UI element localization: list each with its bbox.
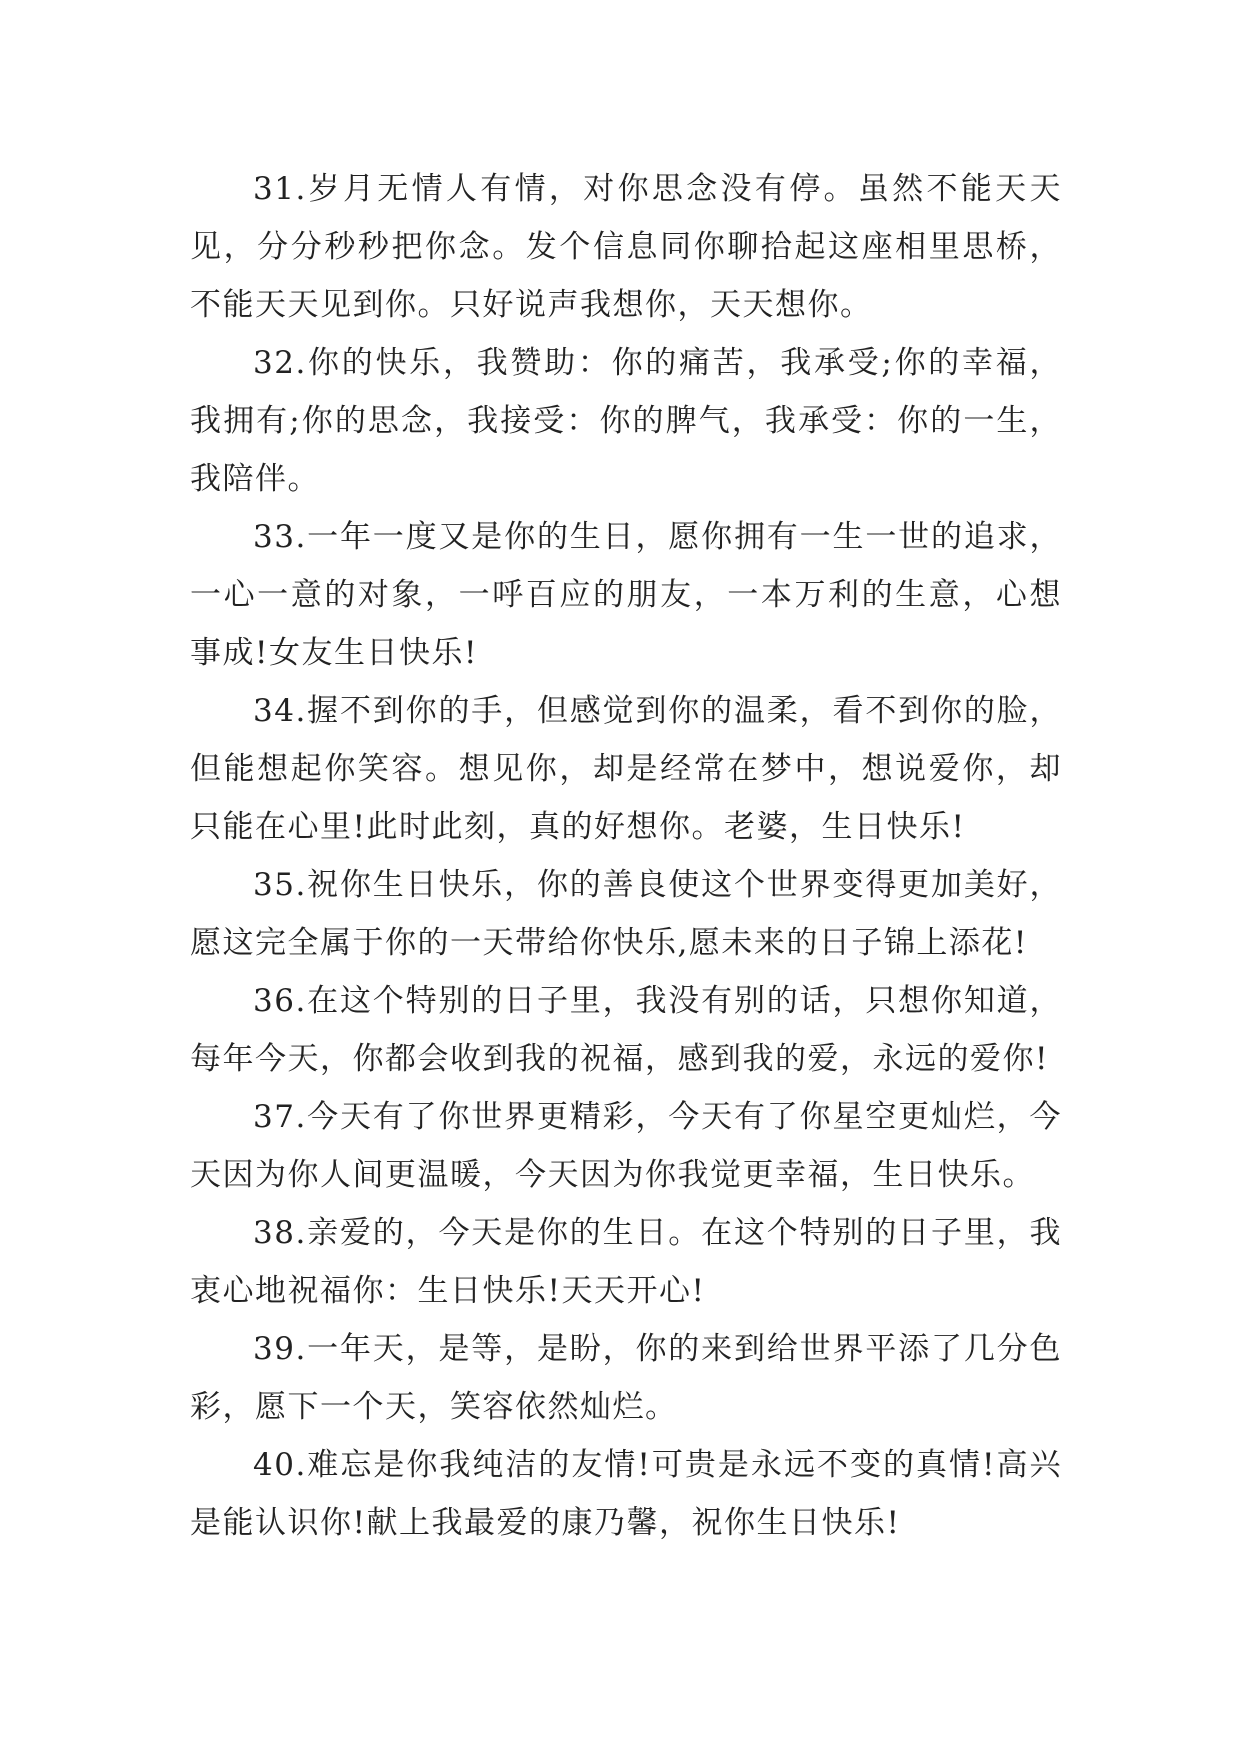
- paragraph-36: 36.在这个特别的日子里，我没有别的话，只想你知道，每年今天，你都会收到我的祝福，感到我的爱，永远的爱你!: [190, 983, 1062, 1077]
- paragraph-34: 34.握不到你的手，但感觉到你的温柔，看不到你的脸，但能想起你笑容。想见你，却是经常在梦中，想说爱你，却只能在心里!此时此刻，真的好想你。老婆，生日快乐!: [190, 693, 1062, 845]
- paragraph-40: 40.难忘是你我纯洁的友情!可贵是永远不变的真情!高兴是能认识你!献上我最爱的康乃馨，祝你生日快乐!: [190, 1447, 1062, 1541]
- paragraph-37: 37.今天有了你世界更精彩，今天有了你星空更灿烂，今天因为你人间更温暖，今天因为你我觉更幸福，生日快乐。: [190, 1099, 1062, 1193]
- paragraph-35: 35.祝你生日快乐，你的善良使这个世界变得更加美好，愿这完全属于你的一天带给你快乐,愿未来的日子锦上添花!: [190, 867, 1062, 961]
- paragraph-38: 38.亲爱的，今天是你的生日。在这个特别的日子里，我衷心地祝福你：生日快乐!天天开心!: [190, 1215, 1062, 1309]
- paragraph-33: 33.一年一度又是你的生日，愿你拥有一生一世的追求，一心一意的对象，一呼百应的朋友，一本万利的生意，心想事成!女友生日快乐!: [190, 519, 1062, 671]
- document-body: [190, 160, 1062, 1552]
- paragraph-31: 31.岁月无情人有情，对你思念没有停。虽然不能天天见，分分秒秒把你念。发个信息同你聊拾起这座相里思桥，不能天天见到你。只好说声我想你，天天想你。: [190, 171, 1062, 323]
- paragraph-32: 32.你的快乐，我赞助：你的痛苦，我承受;你的幸福，我拥有;你的思念，我接受：你的脾气，我承受：你的一生，我陪伴。: [190, 345, 1062, 497]
- paragraph-39: 39.一年天，是等，是盼，你的来到给世界平添了几分色彩，愿下一个天，笑容依然灿烂。: [190, 1331, 1062, 1425]
